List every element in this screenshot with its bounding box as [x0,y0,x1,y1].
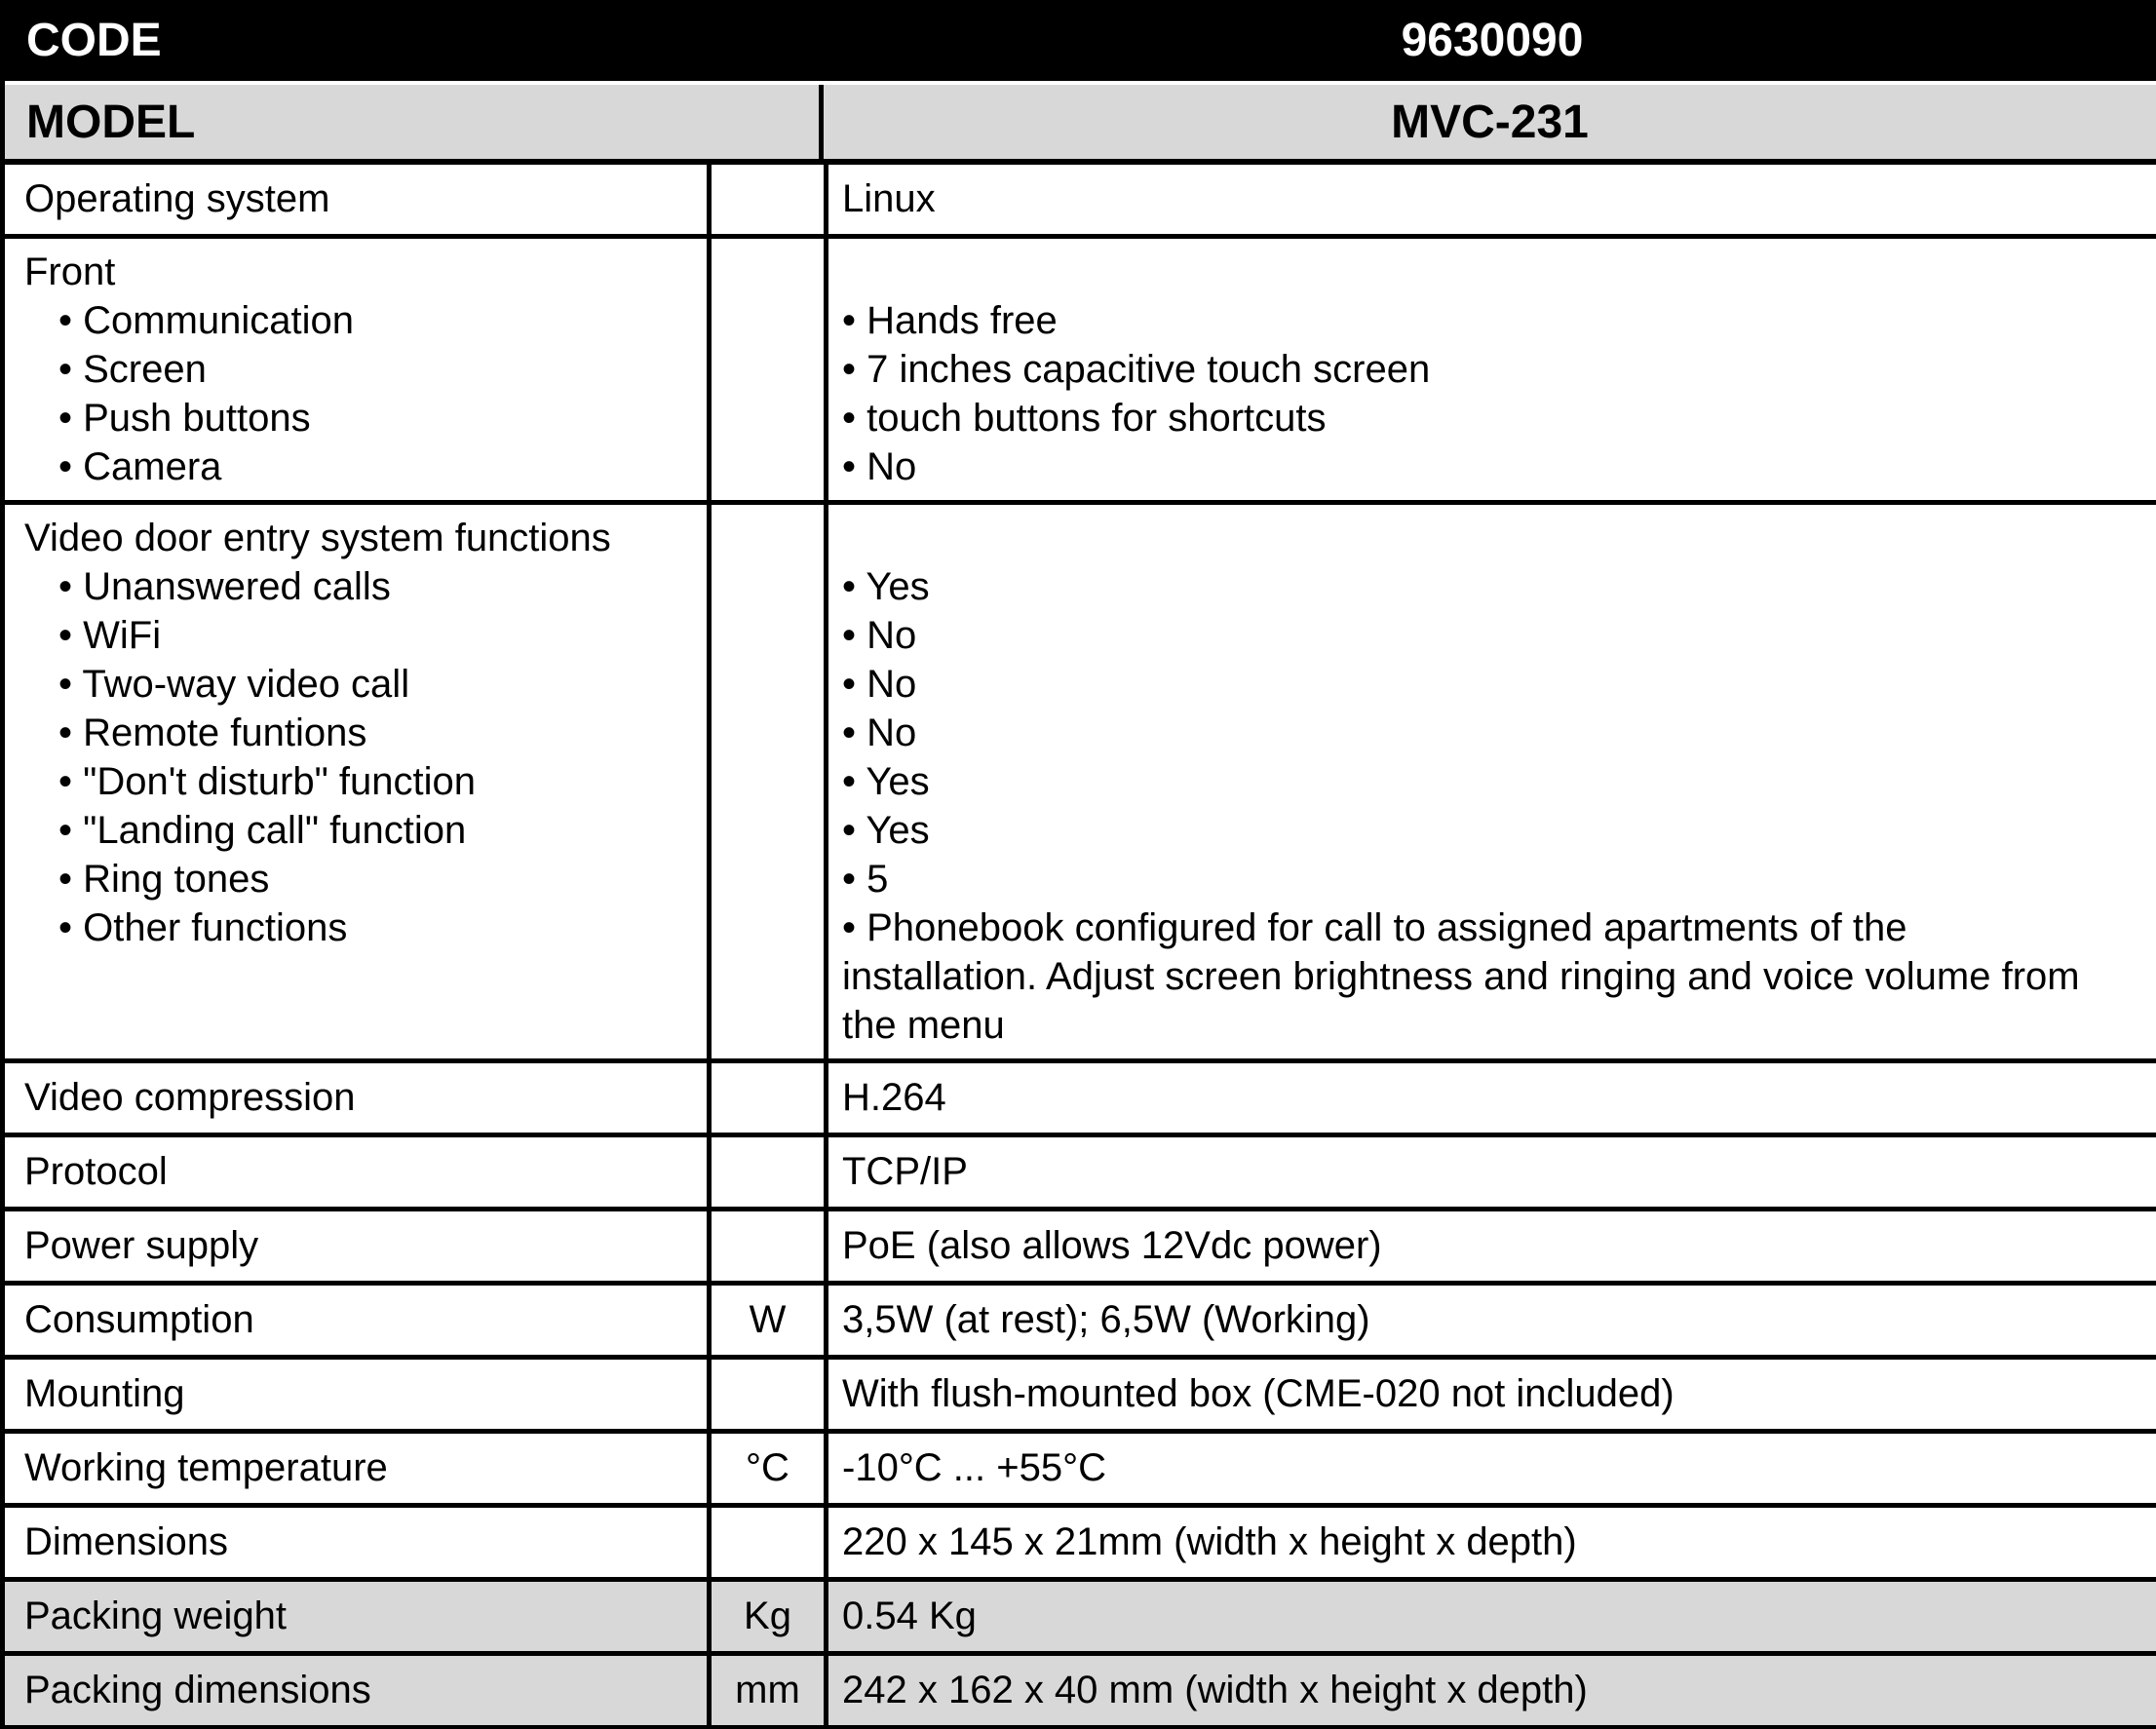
spec-label-cell [5,1286,712,1355]
table-row [5,1434,2156,1508]
spec-label-cell [5,505,712,1058]
spec-unit-cell [712,1508,828,1577]
spec-value-text: H.264 [842,1076,946,1119]
spec-value-text: TCP/IP [842,1150,968,1193]
spec-value-cell [828,1360,2156,1429]
spec-label-cell [5,1360,712,1429]
spec-unit-cell [712,1434,828,1503]
spec-unit-cell [712,1656,828,1725]
spec-unit-cell [712,505,828,1058]
spec-label-bullet: • Screen [58,348,207,391]
spec-value-cell [828,505,2156,1058]
spec-label-bullet: • Push buttons [58,397,311,440]
spec-unit-cell [712,1211,828,1281]
spec-unit-cell [712,1063,828,1133]
spec-value-bullet: • Hands free [842,299,1058,342]
model-label: MODEL [5,85,824,159]
spec-label-text: Video compression [24,1076,356,1119]
spec-value-cell [828,1656,2156,1725]
spec-value-text: Linux [842,177,936,220]
spec-value-bullet: • No [842,663,917,706]
spec-value-text: 220 x 145 x 21mm (width x height x depth) [842,1520,1577,1563]
spec-value-text: PoE (also allows 12Vdc power) [842,1224,1382,1267]
spec-value-cell [828,1137,2156,1207]
spec-unit-text: mm [735,1669,800,1711]
spec-label-text: Protocol [24,1150,168,1193]
spec-label-text: Power supply [24,1224,259,1267]
spec-label-bullet: • "Landing call" function [58,809,467,852]
spec-label-text: Packing weight [24,1595,288,1637]
table-row [5,1286,2156,1360]
spec-value-text: -10°C ... +55°C [842,1446,1106,1489]
table-row [5,1582,2156,1656]
spec-label-cell [5,1582,712,1651]
spec-value-cell [828,1286,2156,1355]
spec-label-text: Mounting [24,1372,185,1415]
spec-value-bullet: • No [842,711,917,754]
spec-label-text: Packing dimensions [24,1669,371,1711]
spec-value-bullet: • Yes [842,809,930,852]
spec-label-cell [5,165,712,234]
spec-unit-cell [712,1360,828,1429]
spec-value-cell [828,165,2156,234]
spec-label-text: Working temperature [24,1446,388,1489]
spec-value-bullet: • 7 inches capacitive touch screen [842,348,1431,391]
spec-label-bullet: • Communication [58,299,355,342]
spec-label-bullet: • Camera [58,445,222,488]
spec-label-bullet: • Two-way video call [58,663,410,706]
table-row [5,1137,2156,1211]
spec-value-bullet: • 5 [842,858,889,901]
spec-label-cell [5,1656,712,1725]
spec-value-bullet: • Yes [842,760,930,803]
value-offset-spacer [842,514,2102,562]
spec-unit-text: W [749,1298,787,1341]
value-offset-spacer [842,248,2102,296]
spec-value-bullet: • Phonebook configured for call to assigned apartments of the installation. Adjust screen brightness and ringing and voice volume from the menu [842,906,2080,1047]
spec-value-cell [828,1434,2156,1503]
code-header-row [0,0,2156,81]
code-value: 9630090 [1401,15,1584,66]
spec-value-bullet: • No [842,445,917,488]
spec-label-cell [5,239,712,500]
table-row [5,505,2156,1063]
spec-label-text: Dimensions [24,1520,228,1563]
spec-label-text: Operating system [24,177,330,220]
spec-label-cell [5,1211,712,1281]
spec-label-cell [5,1434,712,1503]
spec-unit-cell [712,239,828,500]
spec-label-bullet: • Other functions [58,906,348,949]
spec-unit-cell [712,1582,828,1651]
table-row [5,1063,2156,1137]
table-row [5,1508,2156,1582]
spec-label-bullet: • WiFi [58,614,162,657]
spec-value-cell [828,1582,2156,1651]
spec-value-cell [828,239,2156,500]
spec-label-cell [5,1508,712,1577]
spec-rows-container [5,165,2156,1729]
spec-value-text: 3,5W (at rest); 6,5W (Working) [842,1298,1370,1341]
table-row [5,1656,2156,1729]
spec-unit-cell [712,1286,828,1355]
table-row [5,1360,2156,1434]
spec-label-bullet: • Unanswered calls [58,565,391,608]
spec-value-cell [828,1211,2156,1281]
code-label: CODE [26,15,162,66]
table-row [5,1211,2156,1286]
table-row [5,239,2156,505]
spec-label-bullet: • Ring tones [58,858,270,901]
model-value: MVC-231 [1391,96,1589,148]
spec-value-bullet: • touch buttons for shortcuts [842,397,1327,440]
spec-label-bullet: • Remote funtions [58,711,367,754]
spec-label-bullet: • "Don't disturb" function [58,760,477,803]
spec-value-cell [828,1063,2156,1133]
spec-label-cell [5,1137,712,1207]
spec-value-text: With flush-mounted box (CME-020 not included) [842,1372,1675,1415]
model-header-row [5,85,2156,165]
spec-label-cell [5,1063,712,1133]
spec-value-bullet: • No [842,614,917,657]
spec-label-title: Video door entry system functions [24,517,611,559]
spec-unit-text: Kg [744,1595,791,1637]
spec-value-bullet: • Yes [842,565,930,608]
spec-value-cell [828,1508,2156,1577]
spec-value-text: 0.54 Kg [842,1595,977,1637]
spec-label-text: Consumption [24,1298,254,1341]
spec-unit-cell [712,1137,828,1207]
spec-value-text: 242 x 162 x 40 mm (width x height x depth) [842,1669,1588,1711]
spec-label-title: Front [24,250,116,293]
spec-unit-text: °C [746,1446,789,1489]
table-row [5,165,2156,239]
spec-unit-cell [712,165,828,234]
